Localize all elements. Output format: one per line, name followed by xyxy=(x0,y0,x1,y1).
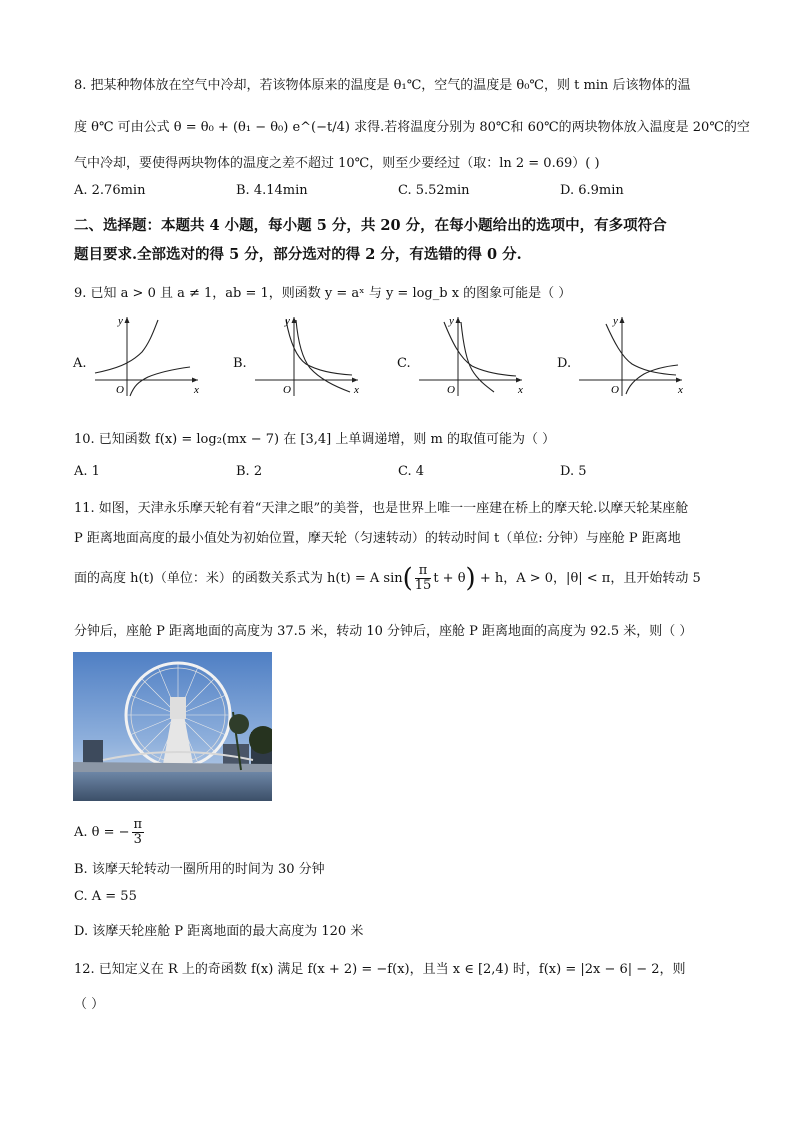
x-label: x xyxy=(194,384,199,396)
y-axis-arrow xyxy=(620,317,625,323)
exp-curve xyxy=(286,320,352,375)
q9-graph-a-label: A. xyxy=(73,356,87,371)
x-axis-arrow xyxy=(516,378,522,383)
fraction-numerator: π xyxy=(133,817,143,832)
fraction-numerator: π xyxy=(415,564,432,579)
q9-stem: 9. 已知 a > 0 且 a ≠ 1，ab = 1，则函数 y = aˣ 与 y = log_b x 的图象可能是（ ） xyxy=(74,286,572,301)
origin-label: O xyxy=(611,384,619,396)
x-label: x xyxy=(678,384,683,396)
q11-line3-post: t + θ xyxy=(433,571,466,586)
q11-option-a xyxy=(74,818,146,847)
q8-line1: 8. 把某种物体放在空气中冷却，若该物体原来的温度是 θ₁℃，空气的温度是 θ₀℃，则 t min 后该物体的温 xyxy=(74,78,691,93)
log-curve xyxy=(130,367,190,396)
q9-graph-b-label: B. xyxy=(233,356,247,371)
exp-curve xyxy=(444,322,516,376)
pi-over-3-fraction xyxy=(132,818,145,847)
q8-line3: 气中冷却，要使得两块物体的温度之差不超过 10℃，则至少要经过（取：ln 2 = 0.69）( ) xyxy=(74,156,600,171)
y-axis-arrow xyxy=(125,317,130,323)
q11-option-a-text: A. θ = − xyxy=(74,825,130,840)
q11-line4: 分钟后，座舱 P 距离地面的高度为 37.5 米，转动 10 分钟后，座舱 P 距离地面的高度为 92.5 米，则（ ） xyxy=(74,624,693,639)
q10-option-d: D. 5 xyxy=(560,464,587,479)
y-label: y xyxy=(285,315,290,327)
q11-line2: P 距离地面高度的最小值处为初始位置，摩天轮（匀速转动）的转动时间 t（单位: 分钟）与座舱 P 距离地 xyxy=(74,531,681,546)
q11-line3 xyxy=(74,564,701,593)
x-axis-arrow xyxy=(352,378,358,383)
q9-graph-c-label: C. xyxy=(397,356,411,371)
log-curve xyxy=(296,320,350,392)
q8-option-d: D. 6.9min xyxy=(560,183,624,198)
section-heading-line2: 题目要求.全部选对的得 5 分，部分选对的得 2 分，有选错的得 0 分. xyxy=(74,246,522,263)
q12-line1: 12. 已知定义在 R 上的奇函数 f(x) 满足 f(x + 2) = −f(x)，且当 x ∈ [2,4) 时，f(x) = |2x − 6| − 2，则 xyxy=(74,962,686,977)
q11-option-b: B. 该摩天轮转动一圈所用的时间为 30 分钟 xyxy=(74,862,325,877)
x-axis-arrow xyxy=(192,378,198,383)
origin-label: O xyxy=(116,384,124,396)
section-heading-line1: 二、选择题：本题共 4 小题，每小题 5 分，共 20 分，在每小题给出的选项中，有多项符合 xyxy=(74,217,667,234)
paren-close: ) xyxy=(465,563,476,594)
y-axis-arrow xyxy=(456,317,461,323)
q10-stem: 10. 已知函数 f(x) = log₂(mx − 7) 在 [3,4] 上单调递增，则 m 的取值可能为（ ） xyxy=(74,432,556,447)
q8-option-a: A. 2.76min xyxy=(74,183,146,198)
q9-graph-c xyxy=(414,312,529,398)
paren-open: ( xyxy=(402,563,413,594)
pi-over-15-fraction xyxy=(415,564,432,593)
x-label: x xyxy=(354,384,359,396)
q10-option-a: A. 1 xyxy=(74,464,100,479)
q8-option-c: C. 5.52min xyxy=(398,183,470,198)
y-label: y xyxy=(613,315,618,327)
origin-label: O xyxy=(447,384,455,396)
log-curve xyxy=(461,322,494,392)
q10-option-c: C. 4 xyxy=(398,464,425,479)
q11-option-c: C. A = 55 xyxy=(74,889,137,904)
q8-option-b: B. 4.14min xyxy=(236,183,308,198)
q9-graph-a xyxy=(90,312,205,398)
q8-line2: 度 θ℃ 可由公式 θ = θ₀ + (θ₁ − θ₀) e^(−t/4) 求得.若将温度分别为 80℃和 60℃的两块物体放入温度是 20℃的空 xyxy=(74,120,750,135)
fraction-denominator: 3 xyxy=(133,832,142,847)
q11-line1: 11. 如图，天津永乐摩天轮有着“天津之眼”的美誉，也是世界上唯一一座建在桥上的摩天轮.以摩天轮某座舱 xyxy=(74,501,689,516)
q9-graph-b xyxy=(250,312,365,398)
x-label: x xyxy=(518,384,523,396)
q11-line3-pre: 面的高度 h(t)（单位：米）的函数关系式为 h(t) = A sin xyxy=(74,571,403,586)
q12-line2: （ ） xyxy=(74,997,105,1012)
y-label: y xyxy=(449,315,454,327)
q9-graph-d xyxy=(574,312,689,398)
origin-label: O xyxy=(283,384,291,396)
y-label: y xyxy=(118,315,123,327)
q10-option-b: B. 2 xyxy=(236,464,263,479)
q11-line3-tail: + h，A > 0，|θ| < π，且开始转动 5 xyxy=(479,571,701,586)
fraction-denominator: 15 xyxy=(414,578,432,593)
q9-graph-d-label: D. xyxy=(557,356,572,371)
ferris-wheel-photo xyxy=(73,652,272,801)
q11-option-d: D. 该摩天轮座舱 P 距离地面的最大高度为 120 米 xyxy=(74,924,364,939)
x-axis-arrow xyxy=(676,378,682,383)
